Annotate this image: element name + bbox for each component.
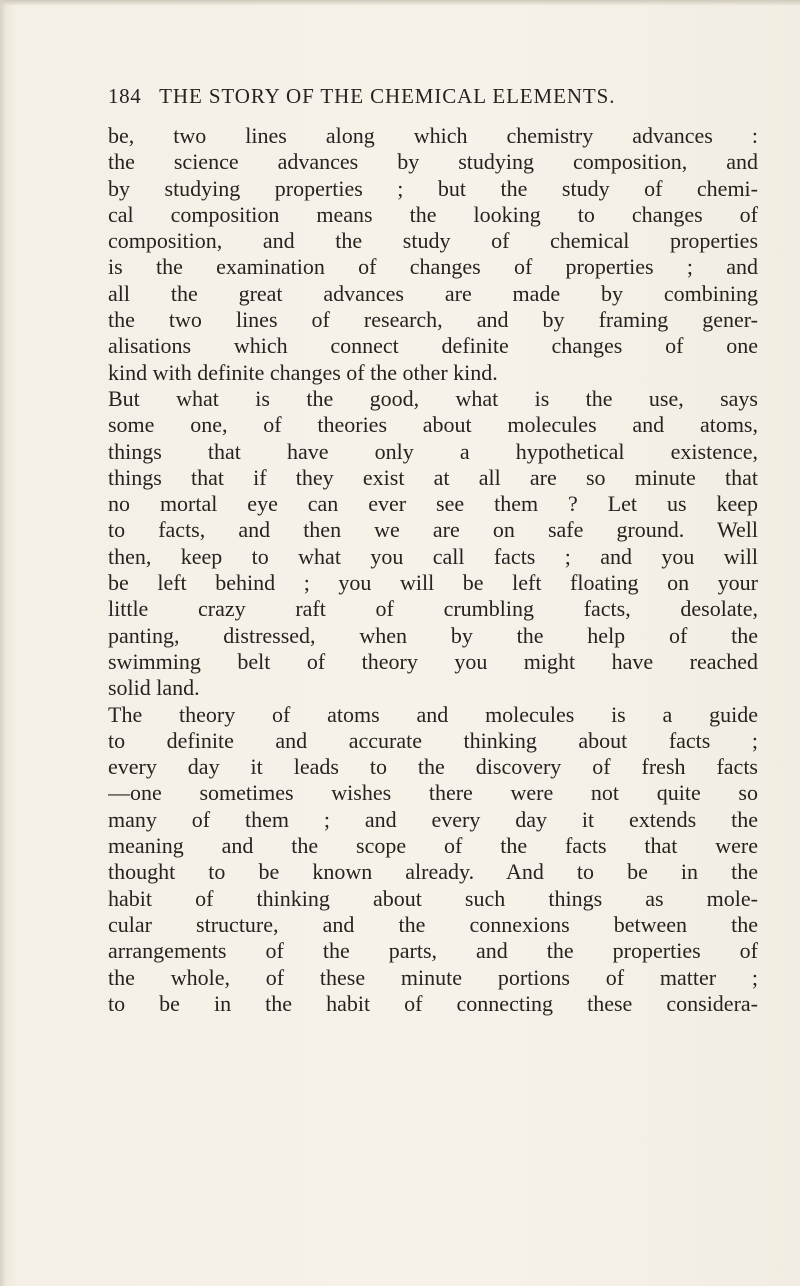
page-gutter-edge — [0, 0, 6, 1286]
page-top-edge — [0, 0, 800, 6]
text-line: then, keep to what you call facts ; and you will — [108, 543, 758, 569]
text-line: the science advances by studying composition, and — [108, 149, 758, 175]
text-line: habit of thinking about such things as mole- — [108, 885, 758, 911]
body-text — [108, 123, 758, 1017]
text-line: no mortal eye can ever see them ? Let us keep — [108, 491, 758, 517]
text-line: be, two lines along which chemistry advances : — [108, 123, 758, 148]
text-line: every day it leads to the discovery of fresh facts — [108, 754, 758, 780]
text-line: things that if they exist at all are so minute that — [108, 464, 758, 490]
page-number: 184 — [108, 84, 142, 108]
text-line: to facts, and then we are on safe ground. Well — [108, 517, 758, 543]
text-line: little crazy raft of crumbling facts, desolate, — [108, 596, 758, 622]
text-line: the two lines of research, and by framing gener- — [108, 307, 758, 333]
text-line: thought to be known already. And to be in the — [108, 859, 758, 885]
running-title: THE STORY OF THE CHEMICAL ELEMENTS. — [159, 84, 616, 108]
text-line: cular structure, and the connexions between the — [108, 911, 758, 937]
text-line: kind with definite changes of the other kind. — [108, 359, 498, 385]
text-line: many of them ; and every day it extends the — [108, 806, 758, 832]
text-line: alisations which connect definite changes of one — [108, 333, 758, 359]
text-line: to be in the habit of connecting these considera- — [108, 990, 758, 1016]
text-line: composition, and the study of chemical properties — [108, 228, 758, 254]
text-line: —one sometimes wishes there were not quite so — [108, 780, 758, 806]
text-line: all the great advances are made by combining — [108, 280, 758, 306]
text-line: is the examination of changes of properties ; and — [108, 254, 758, 280]
text-line: solid land. — [108, 675, 200, 701]
text-line: some one, of theories about molecules and atoms, — [108, 412, 758, 438]
text-line: The theory of atoms and molecules is a guide — [108, 701, 758, 727]
text-line: the whole, of these minute portions of matter ; — [108, 964, 758, 990]
text-line: be left behind ; you will be left floating on your — [108, 570, 758, 596]
text-line: cal composition means the looking to changes of — [108, 201, 758, 227]
text-line: But what is the good, what is the use, says — [108, 385, 758, 411]
text-line: to definite and accurate thinking about facts ; — [108, 727, 758, 753]
text-line: things that have only a hypothetical existence, — [108, 438, 758, 464]
text-line: swimming belt of theory you might have reached — [108, 648, 758, 674]
text-line: panting, distressed, when by the help of the — [108, 622, 758, 648]
text-line: by studying properties ; but the study of chemi- — [108, 175, 758, 201]
text-line: arrangements of the parts, and the properties of — [108, 938, 758, 964]
text-line: meaning and the scope of the facts that were — [108, 833, 758, 859]
running-header — [108, 84, 748, 114]
